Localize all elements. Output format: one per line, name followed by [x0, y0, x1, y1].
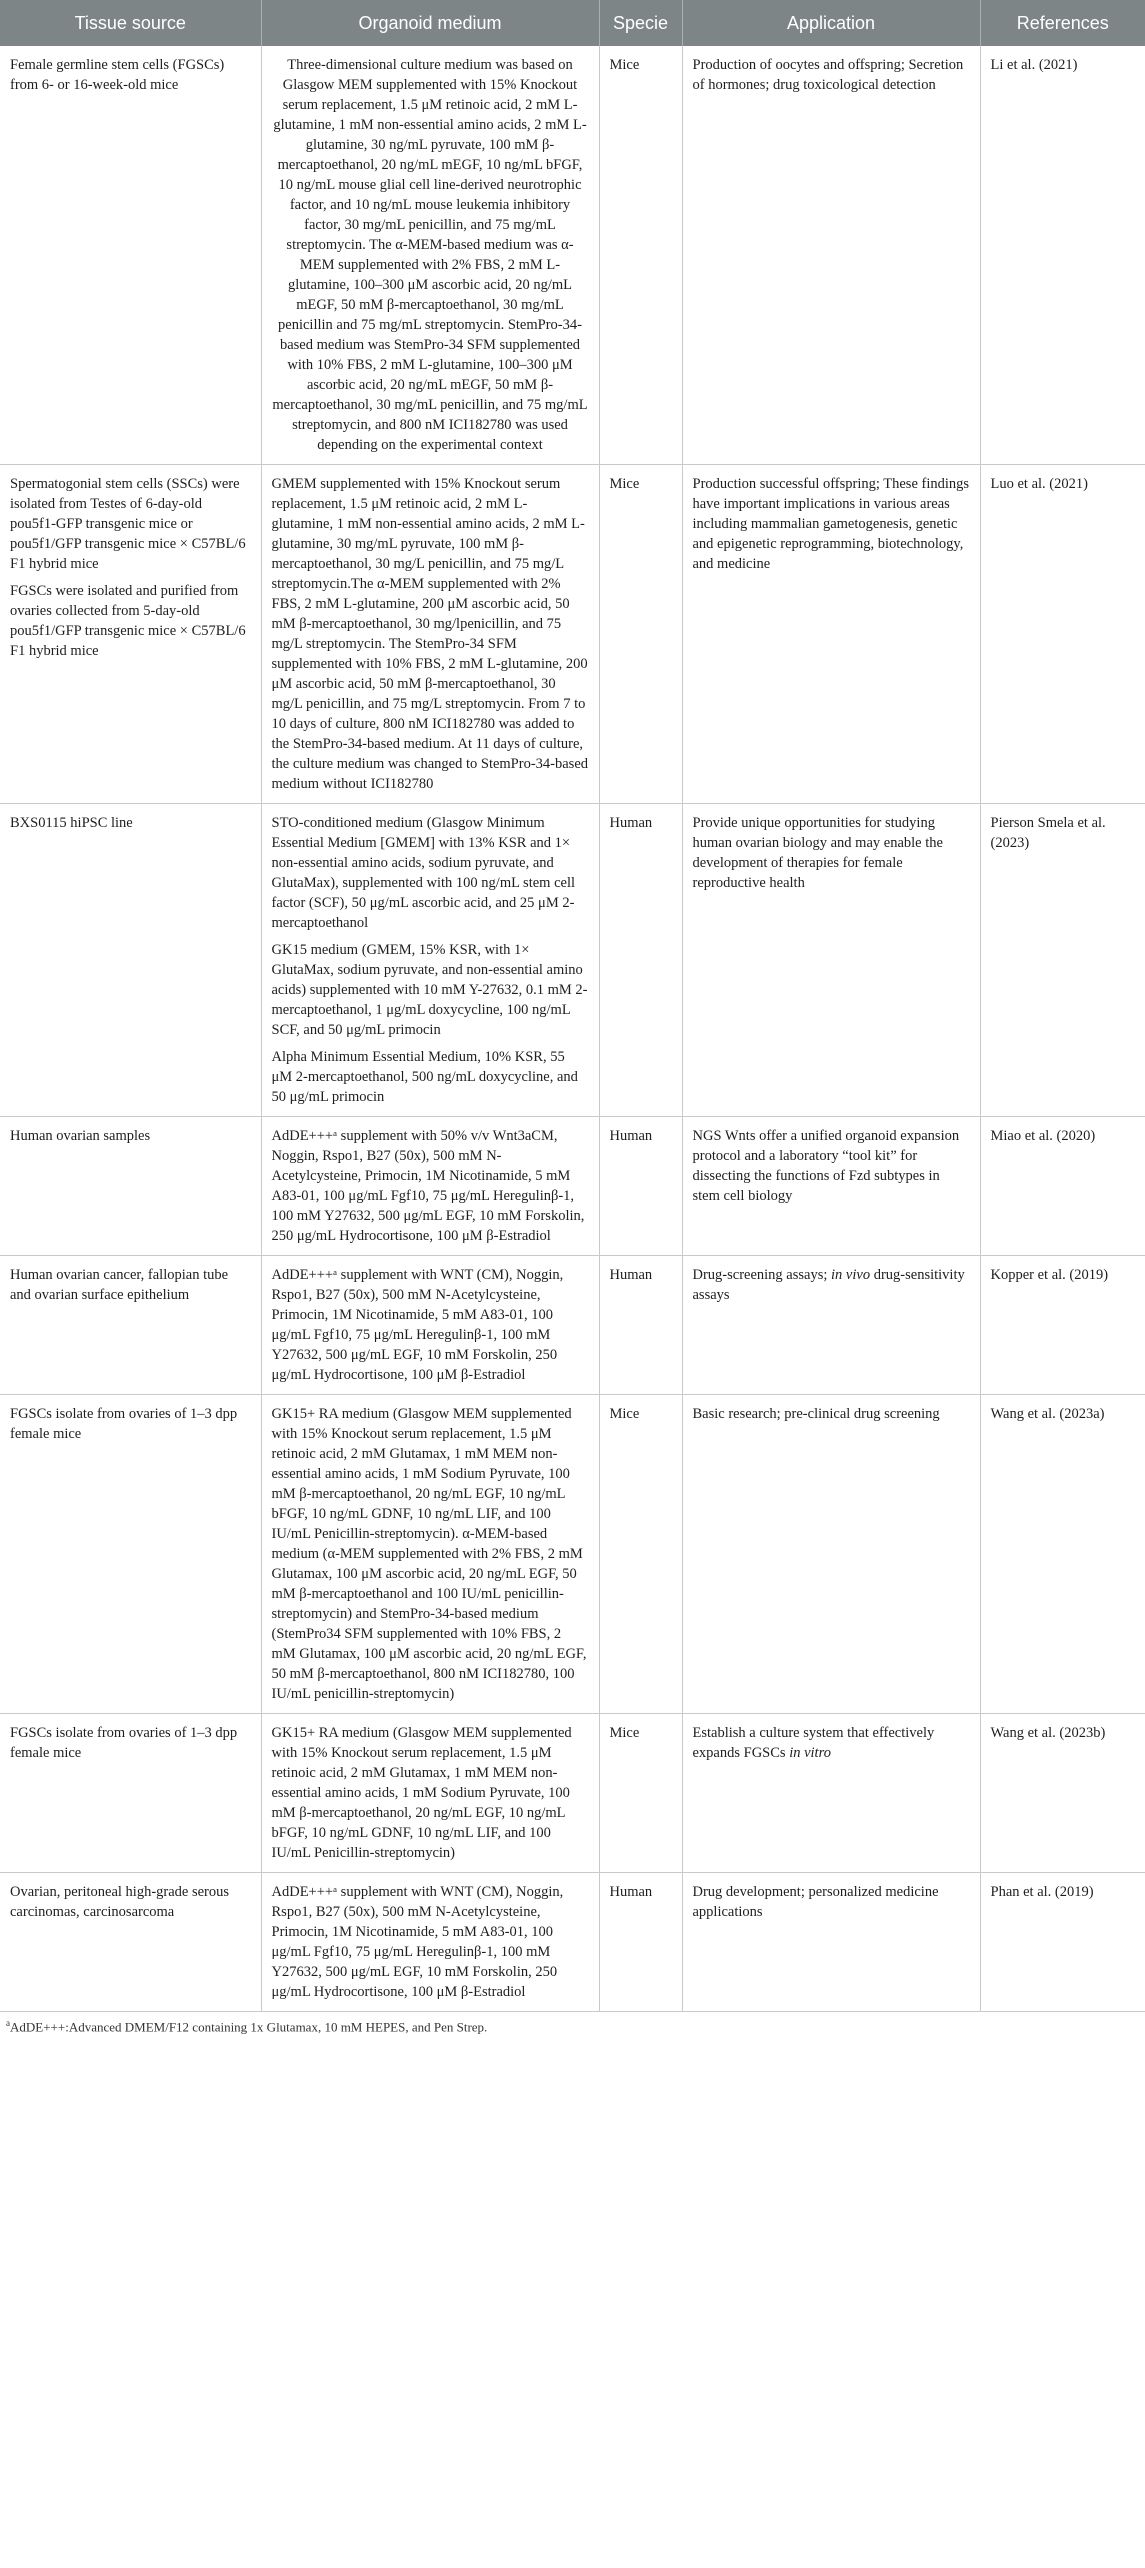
organoid-medium-text: AdDE+++ᵃ supplement with WNT (CM), Noggin, Rspo1, B27 (50x), 500 mM N-Acetylcysteine, Primocin, 1M Nicotinamide, 5 mM A83-01, 100 μg/mL Fgf10, 75 μg/mL Heregulinβ-1, 100 mM Y27632, 500 μg/mL EGF, 10 mM Forskolin, 250 μg/mL Hydrocortisone, 100 μM β-Estradiol [271, 1884, 564, 2000]
cell-application: Production successful offspring; These findings have important implications in various areas including mammalian gametogenesis, genetic and epigenetic reprogramming, biotechnology, and medicine [682, 465, 980, 804]
table-footnote [0, 2012, 1145, 2035]
cell-organoid-medium [261, 1714, 599, 1873]
header-references: References [980, 0, 1145, 46]
cell-tissue-source [0, 46, 261, 465]
table-row [0, 46, 1145, 465]
cell-reference: Wang et al. (2023b) [980, 1714, 1145, 1873]
cell-specie: Mice [599, 1395, 682, 1714]
cell-application: Basic research; pre-clinical drug screening [682, 1395, 980, 1714]
cell-specie: Human [599, 1873, 682, 2012]
cell-tissue-source [0, 465, 261, 804]
cell-tissue-source [0, 1256, 261, 1395]
cell-tissue-source [0, 1873, 261, 2012]
organoid-medium-text: Three-dimensional culture medium was based on Glasgow MEM supplemented with 15% Knockout serum replacement, 1.5 μM retinoic acid, 2 mM L-glutamine, 1 mM non-essential amino acids, 2 mM L-glutamine, 30 ng/mL pyruvate, 100 mM β-mercaptoethanol, 20 ng/mL mEGF, 10 ng/mL bFGF, 10 ng/mL mouse glial cell line-derived neurotrophic factor, and 10 ng/mL mouse leukemia inhibitory factor, 30 mg/mL penicillin, and 75 mg/mL streptomycin. The α-MEM-based medium was α-MEM supplemented with 2% FBS, 2 mM L-glutamine, 100–300 μM ascorbic acid, 20 ng/mL mEGF, 50 mM β-mercaptoethanol, 30 mg/mL penicillin and 75 mg/mL streptomycin. StemPro-34-based medium was StemPro-34 SFM supplemented with 10% FBS, 2 mM L-glutamine, 100–300 μM ascorbic acid, 20 ng/mL mEGF, 50 mM β-mercaptoethanol, 30 mg/mL penicillin, and 75 mg/mL streptomycin, and 800 nM ICI182780 was used depending on the experimental context [272, 57, 588, 453]
cell-application: Production of oocytes and offspring; Secretion of hormones; drug toxicological detection [682, 46, 980, 465]
cell-reference: Phan et al. (2019) [980, 1873, 1145, 2012]
tissue-source-text: FGSCs isolate from ovaries of 1–3 dpp female mice [10, 1725, 238, 1761]
cell-application [682, 1714, 980, 1873]
cell-organoid-medium [261, 46, 599, 465]
cell-specie: Human [599, 1256, 682, 1395]
cell-reference: Miao et al. (2020) [980, 1117, 1145, 1256]
cell-application: NGS Wnts offer a unified organoid expansion protocol and a laboratory “tool kit” for dissecting the functions of Fzd subtypes in stem cell biology [682, 1117, 980, 1256]
application-text: drug-sensitivity assays [692, 1267, 965, 1303]
tissue-source-text: FGSCs were isolated and purified from ovaries collected from 5-day-old pou5f1/GFP transgenic mice × C57BL/6 F1 hybrid mice [10, 583, 246, 659]
table-row [0, 1117, 1145, 1256]
header-organoid-medium: Organoid medium [261, 0, 599, 46]
cell-organoid-medium [261, 804, 599, 1117]
table-row [0, 1395, 1145, 1714]
cell-specie: Human [599, 804, 682, 1117]
cell-application [682, 1256, 980, 1395]
cell-reference: Kopper et al. (2019) [980, 1256, 1145, 1395]
table-body [0, 46, 1145, 2012]
cell-specie: Human [599, 1117, 682, 1256]
footnote-text: AdDE+++:Advanced DMEM/F12 containing 1x Glutamax, 10 mM HEPES, and Pen Strep. [10, 2019, 488, 2035]
header-tissue-source: Tissue source [0, 0, 261, 46]
cell-organoid-medium [261, 1873, 599, 2012]
footnote-marker: a [6, 2018, 10, 2028]
tissue-source-text: Female germline stem cells (FGSCs) from 6- or 16-week-old mice [10, 57, 225, 93]
tissue-source-text: Spermatogonial stem cells (SSCs) were isolated from Testes of 6-day-old pou5f1-GFP transgenic mice or pou5f1/GFP transgenic mice × C57BL/6 F1 hybrid mice [10, 476, 246, 572]
cell-reference: Wang et al. (2023a) [980, 1395, 1145, 1714]
header-application: Application [682, 0, 980, 46]
organoid-medium-text: GK15 medium (GMEM, 15% KSR, with 1× GlutaMax, sodium pyruvate, and non-essential amino acids) supplemented with 10 mM Y-27632, 0.1 mM 2-mercaptoethanol, 1 μg/mL doxycycline, 100 ng/mL SCF, and 50 μg/mL primocin [271, 942, 588, 1038]
application-italic-text: in vivo [831, 1267, 871, 1283]
cell-organoid-medium [261, 1395, 599, 1714]
organoid-medium-text: AdDE+++ᵃ supplement with 50% v/v Wnt3aCM, Noggin, Rspo1, B27 (50x), 500 mM N-Acetylcysteine, Primocin, 1M Nicotinamide, 5 mM A83-01, 100 μg/mL Fgf10, 75 μg/mL Heregulinβ-1, 100 mM Y27632, 500 μg/mL EGF, 10 mM Forskolin, 250 μg/mL Hydrocortisone, 100 μM β-Estradiol [271, 1128, 585, 1244]
table-row [0, 1256, 1145, 1395]
cell-tissue-source [0, 804, 261, 1117]
header-row [0, 0, 1145, 46]
organoid-medium-text: AdDE+++ᵃ supplement with WNT (CM), Noggin, Rspo1, B27 (50x), 500 mM N-Acetylcysteine, Primocin, 1M Nicotinamide, 5 mM A83-01, 100 μg/mL Fgf10, 75 μg/mL Heregulinβ-1, 100 mM Y27632, 500 μg/mL EGF, 10 mM Forskolin, 250 μg/mL Hydrocortisone, 100 μM β-Estradiol [271, 1267, 564, 1383]
cell-specie: Mice [599, 465, 682, 804]
tissue-source-text: BXS0115 hiPSC line [10, 815, 133, 831]
table-row [0, 1873, 1145, 2012]
organoid-medium-text: GMEM supplemented with 15% Knockout serum replacement, 1.5 μM retinoic acid, 2 mM L-glutamine, 1 mM non-essential amino acids, 2 mM L-glutamine, 30 mg/mL pyruvate, 100 mM β-mercaptoethanol, 30 mg/L penicillin, and 75 mg/L streptomycin.The α-MEM supplemented with 2% FBS, 2 mM L-glutamine, 200 μM ascorbic acid, 50 mM β-mercaptoethanol, 30 mg/lpenicillin, and 75 mg/L streptomycin. The StemPro-34 SFM supplemented with 10% FBS, 2 mM L-glutamine, 200 μM ascorbic acid, 50 mM β-mercaptoethanol, 30 mg/L penicillin, and 75 mg/L streptomycin. From 7 to 10 days of culture, 800 nM ICI182780 was added to the StemPro-34-based medium. At 11 days of culture, the culture medium was changed to StemPro-34-based medium without ICI182780 [271, 476, 589, 792]
cell-organoid-medium [261, 1117, 599, 1256]
header-specie: Specie [599, 0, 682, 46]
table-header [0, 0, 1145, 46]
cell-reference: Li et al. (2021) [980, 46, 1145, 465]
cell-tissue-source [0, 1117, 261, 1256]
table-row [0, 1714, 1145, 1873]
table-row [0, 465, 1145, 804]
cell-application: Drug development; personalized medicine applications [682, 1873, 980, 2012]
organoid-medium-text: GK15+ RA medium (Glasgow MEM supplemented with 15% Knockout serum replacement, 1.5 μM retinoic acid, 2 mM Glutamax, 1 mM MEM non-essential amino acids, 1 mM Sodium Pyruvate, 100 mM β-mercaptoethanol, 20 ng/mL EGF, 10 ng/mL bFGF, 10 ng/mL GDNF, 10 ng/mL LIF, and 100 IU/mL Penicillin-streptomycin). α-MEM-based medium (α-MEM supplemented with 2% FBS, 2 mM Glutamax, 100 μM ascorbic acid, 20 ng/mL EGF, 50 mM β-mercaptoethanol and 100 IU/mL penicillin-streptomycin) and StemPro-34-based medium (StemPro34 SFM supplemented with 10% FBS, 2 mM Glutamax, 100 μM ascorbic acid, 20 ng/mL EGF, 50 mM β-mercaptoethanol, 800 nM ICI182780, 100 IU/mL penicillin-streptomycin) [271, 1406, 587, 1702]
cell-reference: Pierson Smela et al. (2023) [980, 804, 1145, 1117]
cell-tissue-source [0, 1395, 261, 1714]
cell-reference: Luo et al. (2021) [980, 465, 1145, 804]
cell-application: Provide unique opportunities for studying human ovarian biology and may enable the development of therapies for female reproductive health [682, 804, 980, 1117]
cell-specie: Mice [599, 1714, 682, 1873]
table-row [0, 804, 1145, 1117]
cell-organoid-medium [261, 1256, 599, 1395]
application-text: Establish a culture system that effectively expands FGSCs [692, 1725, 935, 1761]
organoid-medium-text: STO-conditioned medium (Glasgow Minimum Essential Medium [GMEM] with 13% KSR and 1× non-essential amino acids, sodium pyruvate, and GlutaMax), supplemented with 100 ng/mL stem cell factor (SCF), 50 μg/mL ascorbic acid, and 25 μM 2-mercaptoethanol [271, 815, 576, 931]
tissue-source-text: Human ovarian cancer, fallopian tube and ovarian surface epithelium [10, 1267, 229, 1303]
tissue-source-text: Human ovarian samples [10, 1128, 151, 1144]
cell-specie: Mice [599, 46, 682, 465]
tissue-source-text: FGSCs isolate from ovaries of 1–3 dpp female mice [10, 1406, 238, 1442]
application-text: Drug-screening assays; [692, 1267, 832, 1283]
cell-organoid-medium [261, 465, 599, 804]
cell-tissue-source [0, 1714, 261, 1873]
organoid-medium-text: Alpha Minimum Essential Medium, 10% KSR, 55 μM 2-mercaptoethanol, 500 ng/mL doxycycline, and 50 μg/mL primocin [271, 1049, 578, 1105]
application-italic-text: in vitro [789, 1745, 831, 1761]
organoid-medium-text: GK15+ RA medium (Glasgow MEM supplemented with 15% Knockout serum replacement, 1.5 μM retinoic acid, 2 mM Glutamax, 1 mM MEM non-essential amino acids, 1 mM Sodium Pyruvate, 100 mM β-mercaptoethanol, 20 ng/mL EGF, 10 ng/mL bFGF, 10 ng/mL GDNF, 10 ng/mL LIF, and 100 IU/mL Penicillin-streptomycin) [271, 1725, 572, 1861]
tissue-source-text: Ovarian, peritoneal high-grade serous carcinomas, carcinosarcoma [10, 1884, 230, 1920]
